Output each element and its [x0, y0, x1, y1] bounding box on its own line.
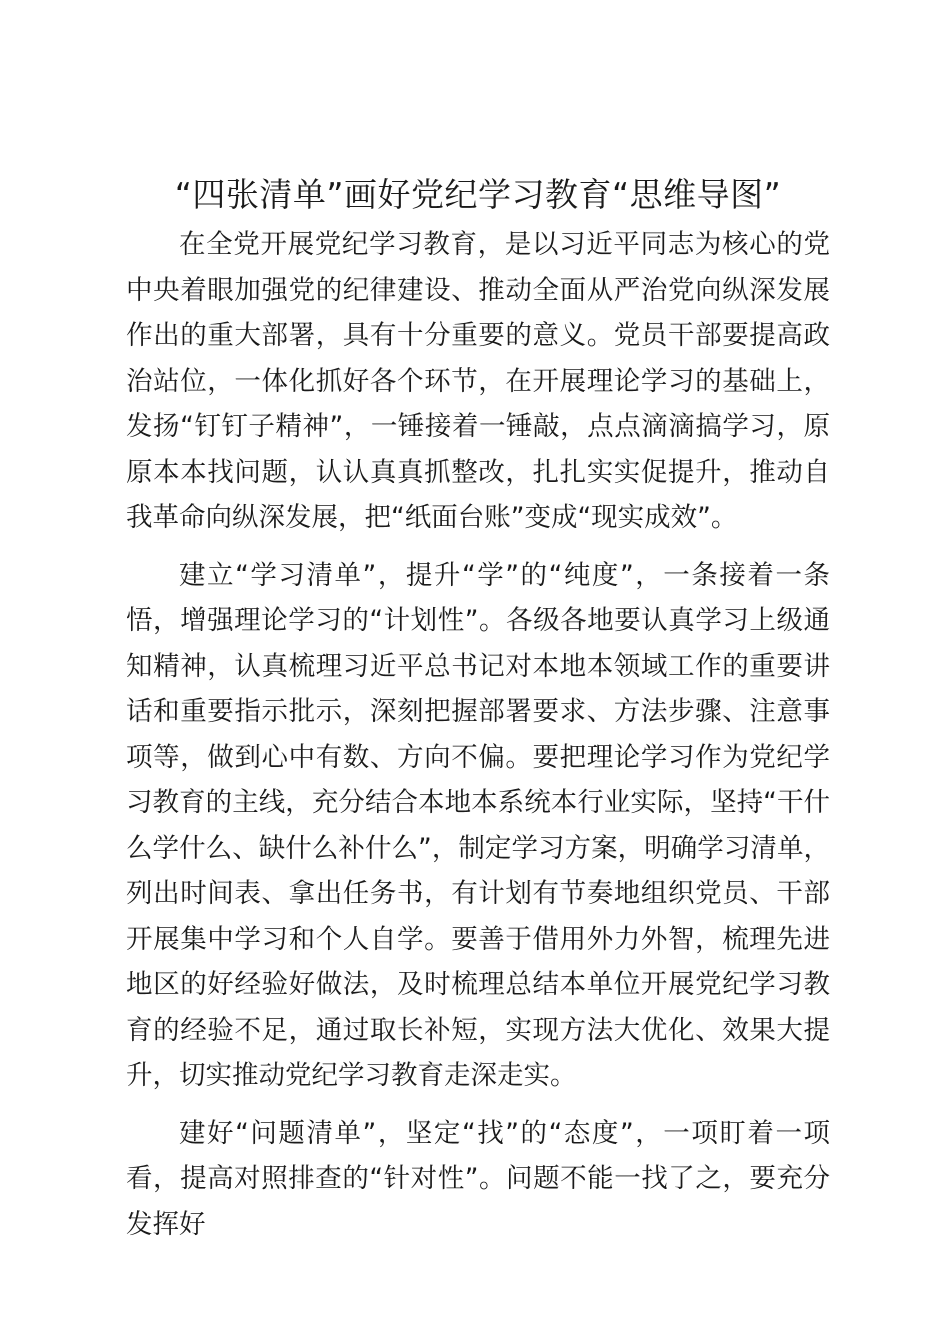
paragraph-intro: 在全党开展党纪学习教育，是以习近平同志为核心的党中央着眼加强党的纪律建设、推动全面从严治党向纵深发展作出的重大部署，具有十分重要的意义。党员干部要提高政治站位，一体化抓好各个环节，在开展理论学习的基础上，发扬“钉钉子精神”，一锤接着一锤敲，点点滴滴搞学习，原原本本找问题，认认真真抓整改，扎扎实实促提升，推动自我革命向纵深发展，把“纸面台账”变成“现实成效”。 — [126, 229, 830, 533]
document-body — [126, 222, 830, 1259]
paragraph-problem-list: 建好“问题清单”，坚定“找”的“态度”，一项盯着一项看，提高对照排查的“针对性”。问题不能一找了之，要充分发挥好 — [126, 1117, 830, 1240]
paragraph-study-list: 建立“学习清单”，提升“学”的“纯度”，一条接着一条悟，增强理论学习的“计划性”。各级各地要认真学习上级通知精神，认真梳理习近平总书记对本地本领域工作的重要讲话和重要指示批示，深刻把握部署要求、方法步骤、注意事项等，做到心中有数、方向不偏。要把理论学习作为党纪学习教育的主线，充分结合本地本系统本行业实际，坚持“干什么学什么、缺什么补什么”，制定学习方案，明确学习清单，列出时间表、拿出任务书，有计划有节奏地组织党员、干部开展集中学习和个人自学。要善于借用外力外智，梳理先进地区的好经验好做法，及时梳理总结本单位开展党纪学习教育的经验不足，通过取长补短，实现方法大优化、效果大提升，切实推动党纪学习教育走深走实。 — [126, 559, 830, 1091]
document-title: “四张清单”画好党纪学习教育“思维导图” — [174, 175, 782, 214]
